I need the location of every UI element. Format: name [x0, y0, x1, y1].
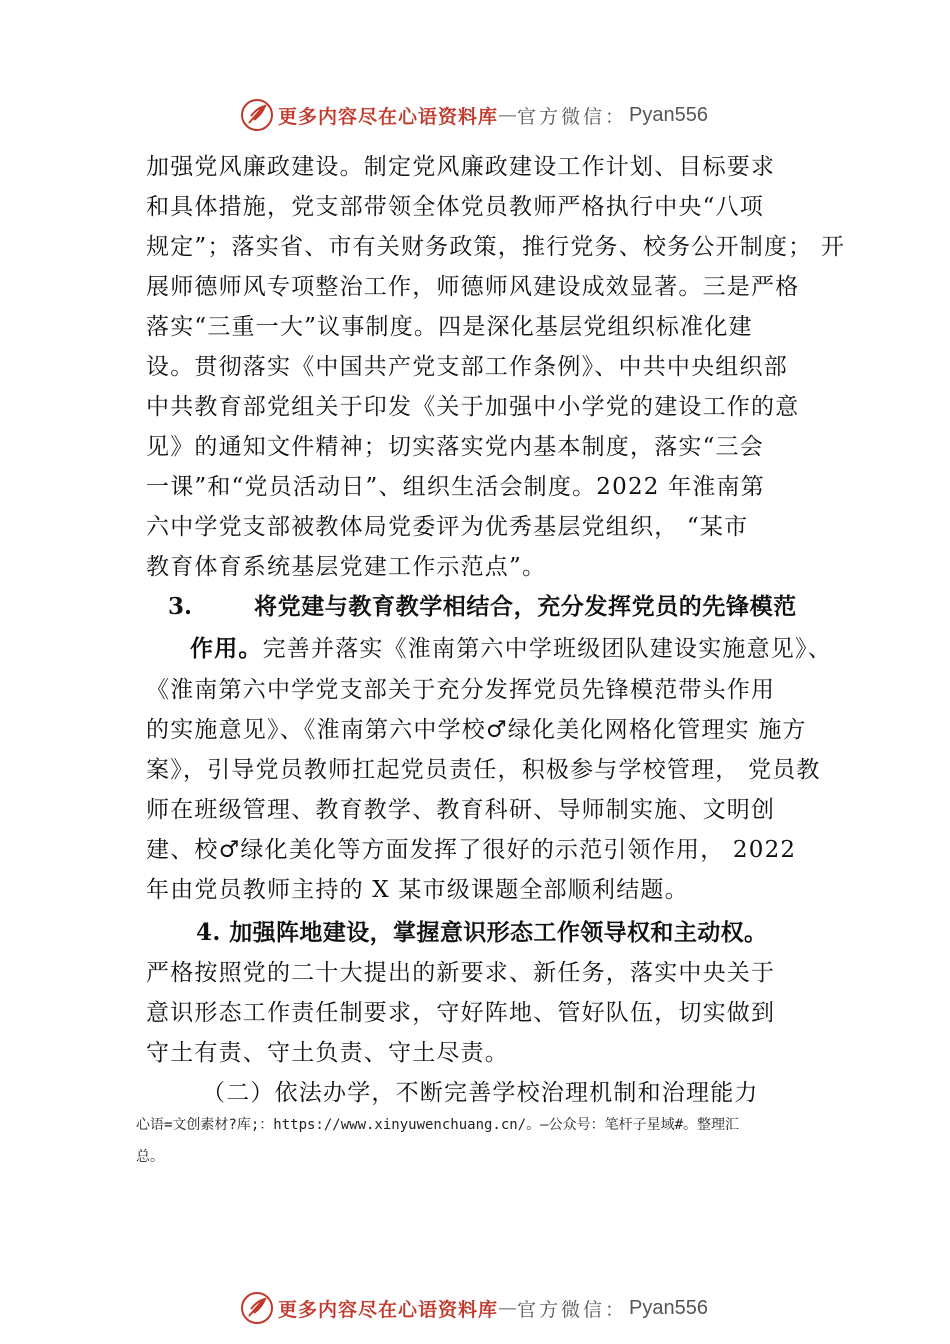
section-3-first-line-text: 完善并落实《淮南第六中学班级团队建设实施意见》、	[262, 636, 832, 662]
subheading-2: （二）依法办学，不断完善学校治理机制和治理能力	[202, 1080, 759, 1106]
footer-banner	[240, 1288, 760, 1328]
text-line: 落实“三重一大”议事制度。四是深化基层党组织标准化建	[146, 314, 753, 340]
text-line: 和具体措施，党支部带领全体党员教师严格执行中央“八项	[146, 194, 764, 220]
section-3-title-cont: 作用。	[190, 635, 263, 662]
header-banner	[240, 95, 760, 135]
banner-wechat-id: Pyan556	[629, 1296, 708, 1319]
feather-logo-icon	[240, 98, 274, 132]
text-line: 建、校♂绿化美化等方面发挥了很好的示范引领作用， 2022	[146, 837, 797, 863]
text-line: 设。贯彻落实《中国共产党支部工作条例》、中共中央组织部	[146, 354, 788, 380]
text-line: 年由党员教师主持的 X 某市级课题全部顺利结题。	[146, 877, 689, 903]
section-3-title: 将党建与教育教学相结合，充分发挥党员的先锋模范	[254, 593, 797, 620]
banner-brand: 更多内容尽在心语资料库	[278, 105, 499, 128]
text-line: 一课”和“党员活动日”、组织生活会制度。2022 年淮南第	[146, 474, 765, 500]
text-line: 见》的通知文件精神；切实落实党内基本制度，落实“三会	[146, 434, 764, 460]
text-line: 案》，引导党员教师扛起党员责任，积极参与学校管理， 党员教	[146, 757, 821, 783]
text-line: 守土有责、守土负责、守土尽责。	[146, 1040, 509, 1066]
text-line: 规定”；落实省、市有关财务政策，推行党务、校务公开制度； 开	[146, 234, 846, 260]
text-line: 意识形态工作责任制要求，守好阵地、管好队伍，切实做到	[146, 1000, 776, 1026]
banner-dash: —	[498, 1297, 518, 1319]
feather-logo-icon	[240, 1291, 274, 1325]
text-line: 师在班级管理、教育教学、教育科研、导师制实施、文明创	[146, 797, 776, 823]
banner-wechat-id: Pyan556	[629, 103, 708, 126]
banner-wechat-label: 官方微信：	[517, 1298, 628, 1321]
footer-note-line-1: 心语=文创素材?库;：https://www.xinyuwenchuang.cn/。—公众号：笔杆子星域#。整理汇	[136, 1117, 740, 1133]
text-line: 展师德师风专项整治工作，师德师风建设成效显著。三是严格	[146, 274, 800, 300]
banner-brand: 更多内容尽在心语资料库	[278, 1298, 499, 1321]
text-line: 中共教育部党组关于印发《关于加强中小学党的建设工作的意	[146, 394, 800, 420]
text-line: 教育体育系统基层党建工作示范点”。	[146, 554, 547, 580]
section-4-title: 4. 加强阵地建设，掌握意识形态工作领导权和主动权。	[196, 919, 768, 946]
section-3-number: 3.	[168, 593, 193, 620]
text-line: 严格按照党的二十大提出的新要求、新任务，落实中央关于	[146, 960, 776, 986]
footer-note-line-2: 总。	[136, 1149, 164, 1165]
text-line: 的实施意见》、《淮南第六中学校♂绿化美化网格化管理实 施方	[146, 717, 807, 743]
banner-wechat-label: 官方微信：	[517, 105, 628, 128]
text-line: 加强党风廉政建设。制定党风廉政建设工作计划、目标要求	[146, 154, 776, 180]
text-line: 六中学党支部被教体局党委评为优秀基层党组织， “某市	[146, 514, 749, 540]
banner-dash: —	[498, 104, 518, 126]
text-line: 《淮南第六中学党支部关于充分发挥党员先锋模范带头作用	[146, 677, 776, 703]
section-3-first-line	[190, 634, 832, 664]
